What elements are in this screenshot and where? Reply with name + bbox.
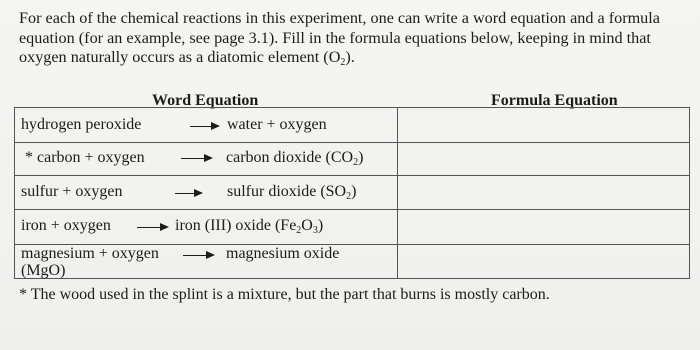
products-text: sulfur dioxide $(SO_2)$ [227, 183, 357, 202]
products-text: carbon dioxide $(CO_2)$ [226, 149, 364, 168]
table-row-magnesium [15, 245, 689, 280]
products-text: iron (III) oxide $(Fe_2O_3)$ [175, 217, 324, 236]
reactants-text: iron + oxygen [21, 217, 111, 234]
footnote-text: * The wood used in the splint is a mixture, but the part that burns is mostly carbon. [19, 286, 550, 303]
instructions-paragraph [19, 9, 689, 68]
reaction-arrow-icon [175, 193, 201, 194]
instructions-line-1: For each of the chemical reactions in this experiment, one can write a word equation and a formula [19, 9, 660, 27]
word-equation-header: Word Equation [152, 92, 259, 109]
instructions-line-2: equation (for an example, see page 3.1). Fill in the formula equations below, keeping in mind that [19, 28, 651, 47]
equations-table [14, 107, 690, 279]
products-text: water + oxygen [227, 116, 327, 133]
reaction-arrow-icon [137, 227, 167, 228]
products-text: magnesium oxide [226, 245, 340, 262]
table-row-carbon [15, 143, 689, 176]
table-row-sulfur [15, 176, 689, 210]
formula-equation-header: Formula Equation [491, 92, 618, 109]
table-row-hydrogen-peroxide [15, 108, 689, 143]
reactants-text: hydrogen peroxide [21, 116, 142, 133]
reaction-arrow-icon [190, 126, 218, 127]
reactants-text: sulfur + oxygen [21, 183, 123, 200]
table-row-iron [15, 210, 689, 245]
products-formula-text: (MgO) [21, 262, 66, 279]
reactants-text: magnesium + oxygen [21, 245, 159, 262]
instructions-line-3: oxygen naturally occurs as a diatomic element $(O_2)$. [19, 48, 355, 68]
reaction-arrow-icon [183, 255, 213, 256]
reactants-text: * carbon + oxygen [25, 149, 145, 166]
reaction-arrow-icon [181, 158, 211, 159]
